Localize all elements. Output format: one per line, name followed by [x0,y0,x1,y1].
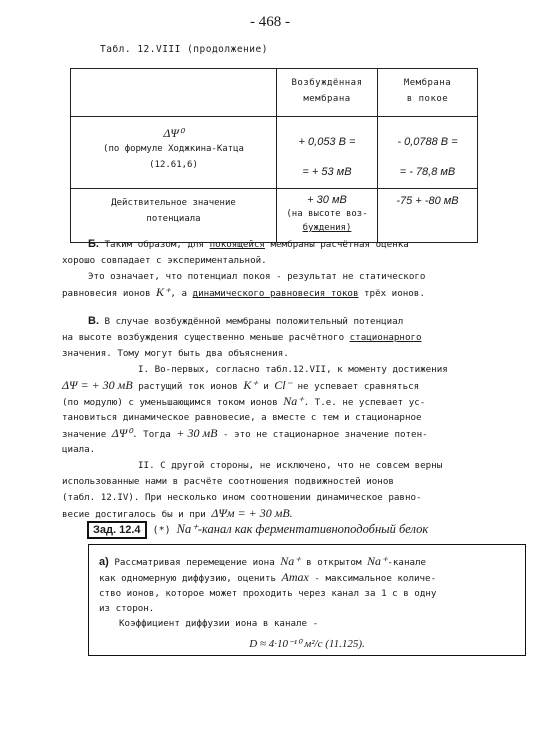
para-b-l4-end: трёх ионов. [358,288,425,299]
a-max-symbol: Amax [281,570,309,584]
potassium-ion: K⁺ [243,378,258,392]
actual-excited-note-line1: (на высоте воз- [286,209,368,219]
para-v-line8 [62,425,428,443]
actual-value-label-line1: Действительное значение [111,198,236,208]
para-v-line9: циала. [62,444,96,455]
actual-value-label-line2: потенциала [146,214,201,224]
header-rest-line2: в покое [406,94,449,104]
para-b-l4-comma: , а [170,288,193,299]
delta-psi-expr: ΔΨ = [62,378,92,392]
para-v-l5-text: растущий ток ионов [132,381,244,392]
table-corner-cell [71,69,277,117]
para-v-line3: значения. Тому могут быть два объяснения. [62,348,289,359]
task-a-l2-end: - максимальное количе- [308,573,437,584]
row-actual-rest [378,189,478,243]
header-rest-line1: Мембрана [403,78,452,88]
task-a-l2-text: как одномерную диффузию, оценить [99,573,282,584]
para-v-l6-end: . Т.е. не успевает ус- [303,397,426,408]
formula-reference-line2: (12.61,6) [149,160,198,170]
para-b-line1 [88,236,409,253]
sodium-ion: Na⁺ [367,554,388,568]
para-v-line11: использованные нами в расчёте соотношения подвижностей ионов [62,476,394,487]
para-b-l4-text: равновесия ионов [62,288,157,299]
para-v-l13-text: весие достигалось бы и при [62,509,212,520]
task-a-l1-text: Рассматривая перемещение иона [114,557,281,568]
task-a-line5: Коэффициент диффузии иона в канале - [119,618,319,629]
para-b-line3: Это означает, что потенциал покоя - результат не статического [88,271,426,282]
task-a-line1 [99,554,515,570]
delta-psi-zero: ΔΨ⁰ [111,426,133,440]
plus-30-mv: + 30 мВ [91,378,133,392]
para-v-marker: В. [88,315,99,327]
delta-psi-symbol: ΔΨ⁰ [163,126,184,140]
rest-value-millivolts: = - 78,8 мВ [399,166,456,178]
para-v-line2 [62,329,422,346]
task-difficulty-mark: (*) [152,525,171,536]
para-b-text-end: мембраны расчётная оценка [264,239,409,250]
para-v-l8-then: . Тогда [132,429,177,440]
header-rest-membrane [378,69,478,117]
table-caption: Табл. 12.VIII (продолжение) [100,44,268,55]
para-b-underlined: покоящейся [209,239,265,250]
formula-reference-line1: (по формуле Ходжкина-Катца [103,144,244,154]
actual-excited-value: + 30 мВ [307,194,347,206]
para-v-l8-text: значение [62,429,112,440]
task-a-line3: ство ионов, которое может проходить через канал за 1 с в одну [99,588,437,599]
potassium-ion: K⁺ [156,285,171,299]
row-hodgkin-katz-rest [378,117,478,189]
chloride-ion: Cl⁻ [274,378,292,392]
para-b-marker: Б. [88,238,99,250]
task-a-marker: а) [99,556,109,568]
task-a-frame [88,544,526,656]
para-v-l5-and: и [257,381,275,392]
row-actual-excited [277,189,378,243]
delta-psi-m: ΔΨм [211,506,235,520]
para-b-text: Таким образом, для [104,239,210,250]
task-title: Na⁺-канал как ферментативноподобный белок [176,522,429,536]
excited-value-millivolts: = + 53 мВ [302,166,352,178]
para-v-l1-text: В случае возбуждённой мембраны положительный потенциал [104,316,404,327]
dynamic-equilibrium-underlined: динамического равновесия токов [192,288,359,299]
row-actual-label [71,189,277,243]
para-v-line10: II. С другой стороны, не исключено, что не совсем верны [138,460,443,471]
task-number-box: Зад. 12.4 [87,521,147,539]
plus-30-mv: + 30 мВ [176,426,218,440]
para-v-line12: (табл. 12.IV). При несколько ином соотношении динамическое равно- [62,492,422,503]
sodium-ion: Na⁺ [283,394,304,408]
task-a-line2 [99,570,515,586]
task-heading [87,521,428,539]
rest-value-volts: - 0,0788 В = [397,136,458,148]
header-excited-line2: мембрана [303,94,351,104]
task-a-l1-end: -канале [387,557,427,568]
values-table [70,68,478,243]
header-excited-line1: Возбуждённая [291,78,363,88]
para-v-line1 [88,313,403,330]
task-a-line4: из сторон. [99,603,155,614]
diffusion-coefficient-formula: D ≈ 4·10⁻¹⁰ м²/с (11.125). [249,638,365,650]
para-v-line7: тановиться динамическое равновесие, а вместе с тем и стационарное [62,412,422,423]
para-v-l5-end: не успевает сравняться [291,381,420,392]
sodium-ion: Na⁺ [280,554,301,568]
task-a-l1-mid: в открытом [300,557,368,568]
page-number: - 468 - [250,14,290,30]
stationary-underlined: стационарного [349,332,422,343]
actual-excited-note-line2: буждения) [302,223,352,233]
equals-30-mv: = + 30 мВ. [234,506,293,520]
para-v-line4: I. Во-первых, согласно табл.12.VII, к моменту достижения [138,364,448,375]
row-hodgkin-katz-label [71,117,277,189]
row-hodgkin-katz-excited [277,117,378,189]
para-v-l2-text: на высоте возбуждения существенно меньше расчётного [62,332,350,343]
excited-value-volts: + 0,053 В = [298,136,356,148]
para-v-l6-text: (по модулю) с уменьшающимся током ионов [62,397,284,408]
actual-rest-value: -75 + -80 мВ [396,195,459,207]
para-b-line2: хорошо совпадает с экспериментальной. [62,255,267,266]
para-v-l8-end: - это не стационарное значение потен- [217,429,428,440]
para-b-line4 [62,284,425,302]
header-excited-membrane [277,69,378,117]
